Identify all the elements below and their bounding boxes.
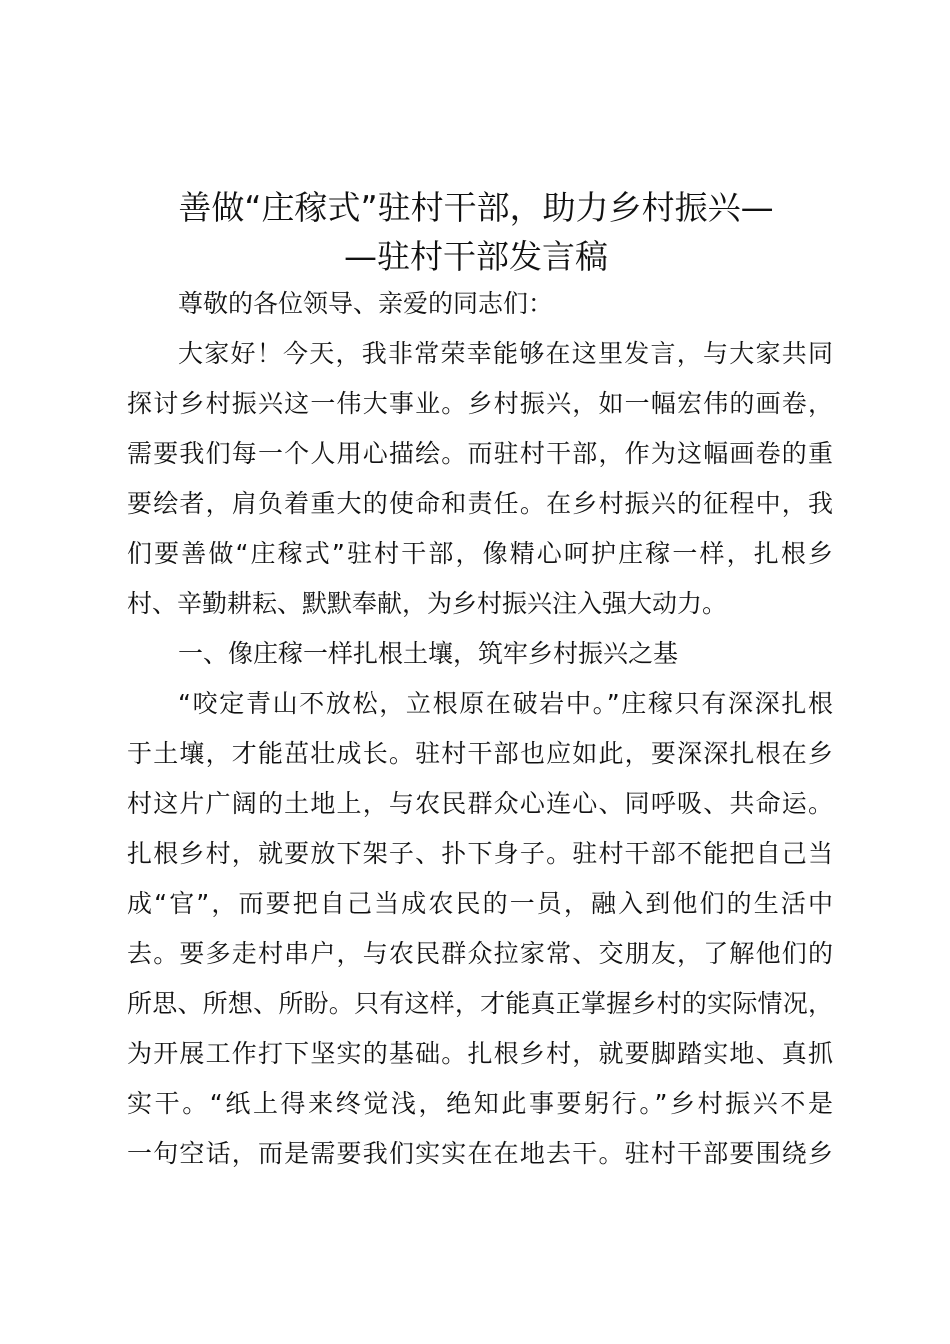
salutation: 尊敬的各位领导、亲爱的同志们： xyxy=(178,289,554,318)
section-heading: 一、像庄稼一样扎根土壤，筑牢乡村振兴之基 xyxy=(178,639,679,668)
paragraph-line: 为开展工作打下坚实的基础。扎根乡村，就要脚踏实地、真抓 xyxy=(127,1039,833,1068)
paragraph-line: 成“官”，而要把自己当成农民的一员，融入到他们的生活中 xyxy=(127,889,833,918)
document-title-line-1: 善做“庄稼式”驻村干部，助力乡村振兴— xyxy=(178,188,774,227)
paragraph-line: 探讨乡村振兴这一伟大事业。乡村振兴，如一幅宏伟的画卷， xyxy=(127,389,833,418)
paragraph-line: 去。要多走村串户，与农民群众拉家常、交朋友，了解他们的 xyxy=(127,939,833,968)
paragraph-line: 所思、所想、所盼。只有这样，才能真正掌握乡村的实际情况， xyxy=(127,989,833,1018)
paragraph-line: 村、辛勤耕耘、默默奉献，为乡村振兴注入强大动力。 xyxy=(127,589,728,618)
paragraph-line: 村这片广阔的土地上，与农民群众心连心、同呼吸、共命运。 xyxy=(127,789,833,818)
paragraph-line: “咬定青山不放松，立根原在破岩中。”庄稼只有深深扎根 xyxy=(178,689,833,718)
paragraph-line: 一句空话，而是需要我们实实在在地去干。驻村干部要围绕乡 xyxy=(127,1139,833,1168)
paragraph-line: 要绘者，肩负着重大的使命和责任。在乡村振兴的征程中，我 xyxy=(127,489,833,518)
paragraph-line: 大家好！今天，我非常荣幸能够在这里发言，与大家共同 xyxy=(178,339,833,368)
paragraph-line: 于土壤，才能茁壮成长。驻村干部也应如此，要深深扎根在乡 xyxy=(127,739,833,768)
paragraph-line: 需要我们每一个人用心描绘。而驻村干部，作为这幅画卷的重 xyxy=(127,439,833,468)
paragraph-line: 实干。“纸上得来终觉浅，绝知此事要躬行。”乡村振兴不是 xyxy=(127,1089,833,1118)
paragraph-line: 们要善做“庄稼式”驻村干部，像精心呵护庄稼一样，扎根乡 xyxy=(127,539,833,568)
paragraph-line: 扎根乡村，就要放下架子、扑下身子。驻村干部不能把自己当 xyxy=(127,839,833,868)
document-title-line-2: —驻村干部发言稿 xyxy=(344,237,608,276)
